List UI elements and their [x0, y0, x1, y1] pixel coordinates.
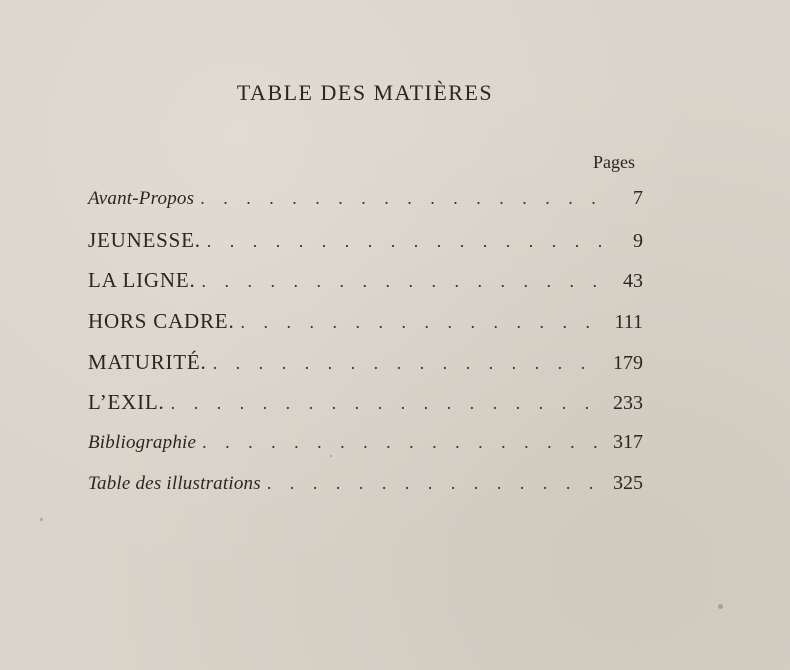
toc-entry-page: 43 — [623, 270, 643, 293]
toc-entry-label: Table des illustrations — [88, 472, 261, 494]
paper-speck — [330, 455, 332, 457]
toc-entry-bibliographie — [88, 431, 643, 472]
leader-dots — [213, 353, 601, 374]
toc-entry-page: 325 — [613, 471, 643, 494]
toc-entry-hors-cadre — [88, 309, 643, 350]
toc-entry-label: Avant-Propos — [88, 188, 195, 209]
toc-entry-label: MATURITÉ. — [88, 349, 207, 374]
toc-entry-maturite — [88, 350, 643, 391]
toc-entry-page: 7 — [633, 187, 643, 209]
toc-entry-label: Bibliographie — [88, 432, 197, 454]
toc-entry-label: L’EXIL. — [88, 390, 165, 415]
leader-dots — [241, 312, 602, 333]
leader-dots — [171, 393, 601, 414]
paper-speck — [718, 604, 723, 609]
toc-entry-page: 111 — [614, 311, 643, 334]
toc-entry-label: JEUNESSE. — [88, 227, 201, 252]
table-of-contents — [88, 187, 643, 513]
pages-column-header: Pages — [593, 152, 635, 172]
leader-dots — [267, 473, 601, 494]
toc-entry-table-des-illustrations — [88, 472, 643, 513]
leader-dots — [202, 271, 601, 292]
toc-entry-label: HORS CADRE. — [88, 309, 235, 334]
toc-entry-page: 317 — [613, 431, 643, 454]
toc-entry-jeunesse — [88, 228, 643, 269]
toc-title: TABLE DES MATIÈRES — [236, 80, 494, 105]
toc-entry-la-ligne — [88, 268, 643, 309]
leader-dots — [202, 432, 601, 453]
paper-speck — [40, 518, 43, 521]
leader-dots — [200, 188, 601, 209]
toc-entry-page: 9 — [633, 229, 643, 252]
toc-entry-exil — [88, 390, 643, 431]
toc-entry-avant-propos — [88, 187, 643, 228]
toc-entry-page: 179 — [613, 351, 643, 374]
toc-entry-label: LA LIGNE. — [88, 268, 196, 293]
toc-entry-page: 233 — [613, 392, 643, 415]
leader-dots — [207, 231, 601, 252]
